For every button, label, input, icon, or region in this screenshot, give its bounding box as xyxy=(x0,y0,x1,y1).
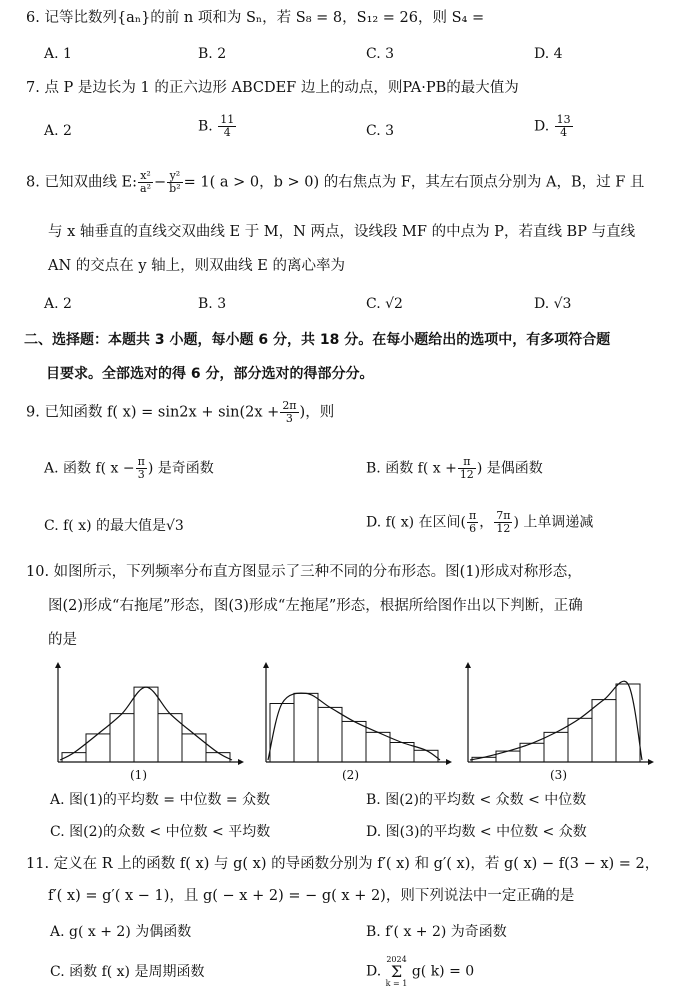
histogram-bar xyxy=(592,700,616,762)
q10-stem-line-1: 10. 如图所示，下列频率分布直方图显示了三种不同的分布形态。图(1)形成对称形态， xyxy=(26,564,582,580)
q9-option-c: C. f( x) 的最大值是√3 xyxy=(44,518,184,534)
q11-option-a: A. g( x + 2) 为偶函数 xyxy=(50,924,192,940)
fraction-denominator: 3 xyxy=(285,412,293,426)
fraction-numerator: x² xyxy=(138,170,153,183)
q7-stem: 7. 点 P 是边长为 1 的正六边形 ABCDEF 边上的动点，则PA·PB的最大值为 xyxy=(26,80,519,96)
q6-option-b: B. 2 xyxy=(198,46,227,62)
q8-stem-line-3: AN 的交点在 y 轴上，则双曲线 E 的离心率为 xyxy=(48,258,345,274)
q7-option-b xyxy=(198,114,237,139)
q8-option-a: A. 2 xyxy=(44,296,72,312)
histogram-bar xyxy=(366,732,390,762)
section-2-heading-line-2: 目要求。全部选对的得 6 分，部分选对的得部分分。 xyxy=(46,366,374,382)
fraction-denominator: 12 xyxy=(459,468,474,482)
histogram-bar xyxy=(568,718,592,762)
x-axis-arrow xyxy=(446,759,452,765)
q8-stem-line-2: 与 x 轴垂直的直线交双曲线 E 于 M，N 两点，设线段 MF 的中点为 P，若直线 BP 与直线 xyxy=(48,224,636,240)
q9-option-d-start: D. f( x) 在区间( xyxy=(366,514,466,531)
y-axis-arrow xyxy=(465,662,471,668)
fraction-numerator: π xyxy=(137,455,145,468)
q7-option-b-label: B. xyxy=(198,118,213,135)
fraction-denominator: 12 xyxy=(496,522,511,536)
q8-stem-line-1 xyxy=(26,170,644,195)
histogram-3 xyxy=(462,664,652,768)
q7-option-d-fraction xyxy=(555,114,573,139)
q10-option-b: B. 图(2)的平均数 < 众数 < 中位数 xyxy=(366,792,587,808)
q6-option-c: C. 3 xyxy=(366,46,395,62)
q9-option-d-end: ) 上单调递减 xyxy=(513,514,594,531)
histogram-2-caption: (2) xyxy=(342,768,359,782)
q6-option-d: D. 4 xyxy=(534,46,563,62)
q9-stem xyxy=(26,400,334,425)
q7-option-a: A. 2 xyxy=(44,123,72,139)
q9-stem-end: )，则 xyxy=(299,404,335,421)
q10-option-a: A. 图(1)的平均数 = 中位数 = 众数 xyxy=(50,792,271,808)
q11-option-d xyxy=(366,956,474,988)
histogram-1-caption: (1) xyxy=(130,768,147,782)
y-axis-arrow xyxy=(263,662,269,668)
histogram-bar xyxy=(342,721,366,762)
q10-option-c: C. 图(2)的众数 < 中位数 < 平均数 xyxy=(50,824,271,840)
fraction-denominator: 4 xyxy=(560,126,568,140)
fraction-numerator: π xyxy=(469,509,477,522)
y-axis-arrow xyxy=(55,662,61,668)
q7-option-d-label: D. xyxy=(534,118,550,135)
q9-option-a-start: A. 函数 f( x − xyxy=(44,460,135,477)
q11-option-d-label: D. xyxy=(366,963,382,980)
q9-option-a-fraction xyxy=(136,456,147,481)
q10-stem-line-3: 的是 xyxy=(48,632,77,648)
sigma-sign: Σ xyxy=(390,962,403,981)
histogram-1 xyxy=(52,664,242,768)
q8-option-b: B. 3 xyxy=(198,296,227,312)
histogram-bar xyxy=(86,734,110,762)
q7-option-c: C. 3 xyxy=(366,123,395,139)
histogram-bar xyxy=(318,707,342,762)
fraction-numerator: π xyxy=(458,456,476,469)
fraction-numerator: 13 xyxy=(556,113,571,126)
q8-stem-end: = 1( a > 0，b > 0) 的右焦点为 F，其左右顶点分别为 A，B，过 F 且 xyxy=(183,174,645,191)
x-axis-arrow xyxy=(238,759,244,765)
q9-stem-fraction xyxy=(280,400,298,425)
fraction-denominator: b² xyxy=(169,182,181,196)
fraction-numerator: 11 xyxy=(220,113,235,126)
q9-stem-start: 9. 已知函数 f( x) = sin2x + sin(2x + xyxy=(26,404,280,421)
fraction-numerator: y² xyxy=(167,170,182,183)
histogram-2 xyxy=(260,664,450,768)
fraction-denominator: 3 xyxy=(137,468,145,482)
q11-option-c: C. 函数 f( x) 是周期函数 xyxy=(50,964,205,980)
histogram-3-caption: (3) xyxy=(550,768,567,782)
q8-option-d: D. √3 xyxy=(534,296,572,312)
histogram-bar xyxy=(182,734,206,762)
q9-option-d-comma: ， xyxy=(479,514,494,531)
q9-option-a xyxy=(44,456,214,481)
histogram-bar xyxy=(472,757,496,762)
q7-option-d xyxy=(534,114,574,139)
histogram-bar xyxy=(134,687,158,762)
fraction-numerator: 2π xyxy=(282,399,297,412)
q11-option-d-expression: g( k) = 0 xyxy=(411,963,475,980)
summation-lower-limit: k = 1 xyxy=(385,979,408,988)
summation-symbol xyxy=(386,956,408,988)
x-axis-arrow xyxy=(648,759,654,765)
q9-option-a-end: ) 是奇函数 xyxy=(147,460,214,477)
histogram-bar xyxy=(294,693,318,762)
q9-option-b-fraction xyxy=(458,456,476,481)
section-2-heading-line-1: 二、选择题：本题共 3 小题，每小题 6 分，共 18 分。在每小题给出的选项中，有多项符合题 xyxy=(24,332,611,348)
summation-upper-limit: 2024 xyxy=(386,955,407,964)
fraction-denominator: 4 xyxy=(223,126,231,140)
q8-stem-start: 8. 已知双曲线 E: xyxy=(26,174,138,191)
q8-fraction-y xyxy=(167,170,182,195)
q10-option-d: D. 图(3)的平均数 < 中位数 < 众数 xyxy=(366,824,587,840)
q11-stem-line-2: f′( x) = g′( x − 1)，且 g( − x + 2) = − g( x + 2)，则下列说法中一定正确的是 xyxy=(48,888,575,904)
fraction-numerator: 7π xyxy=(496,509,511,522)
fraction-denominator: a² xyxy=(140,182,151,196)
q8-fraction-x xyxy=(138,170,153,195)
q6-stem: 6. 记等比数列{aₙ}的前 n 项和为 Sₙ，若 S₈ = 8，S₁₂ = 26，则 S₄ = xyxy=(26,10,485,26)
q6-option-a: A. 1 xyxy=(44,46,72,62)
q9-option-b xyxy=(366,456,543,481)
q8-option-c: C. √2 xyxy=(366,296,403,312)
q9-option-d-fraction-1 xyxy=(467,510,478,535)
q8-minus-sign: − xyxy=(154,174,167,191)
fraction-denominator: 6 xyxy=(469,522,477,536)
q10-stem-line-2: 图(2)形成“右拖尾”形态，图(3)形成“左拖尾”形态，根据所给图作出以下判断，正确 xyxy=(48,598,583,614)
q9-option-d xyxy=(366,510,593,535)
q9-option-b-start: B. 函数 f( x + xyxy=(366,460,457,477)
q9-option-d-fraction-2 xyxy=(494,510,512,535)
q11-stem-line-1: 11. 定义在 R 上的函数 f( x) 与 g( x) 的导函数分别为 f′( x) 和 g′( x)，若 g( x) − f(3 − x) = 2， xyxy=(26,856,660,872)
q7-option-b-fraction xyxy=(218,114,236,139)
q11-option-b: B. f′( x + 2) 为奇函数 xyxy=(366,924,507,940)
histogram-bar xyxy=(496,751,520,762)
q9-option-b-end: ) 是偶函数 xyxy=(476,460,543,477)
